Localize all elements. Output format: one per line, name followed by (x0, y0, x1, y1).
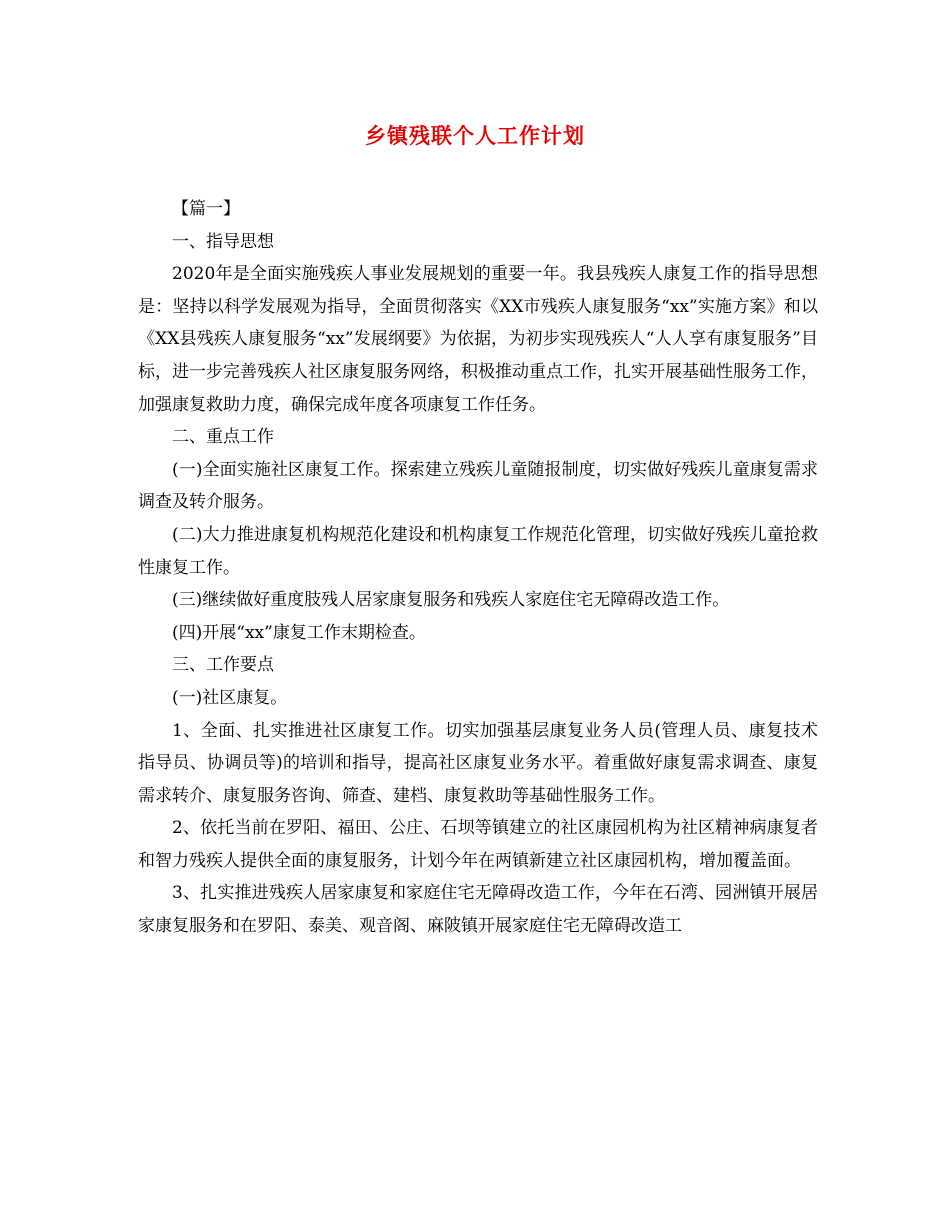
section-tag: 【篇一】 (172, 199, 240, 219)
work-point-3: 3、扎实推进残疾人居家康复和家庭住宅无障碍改造工作，今年在石湾、园洲镇开展居家康复服务和在罗阳、泰美、观音阁、麻陂镇开展家庭住宅无障碍改造工 (138, 883, 818, 937)
paragraph-guiding-ideology: 2020年是全面实施残疾人事业发展规划的重要一年。我县残疾人康复工作的指导思想是：坚持以科学发展观为指导，全面贯彻落实《XX市残疾人康复服务“xx”实施方案》和以《XX县残疾人康复服务“xx”发展纲要》为依据，为初步实现残疾人“人人享有康复服务”目标，进一步完善残疾人社区康复服务网络，积极推动重点工作，扎实开展基础性服务工作，加强康复救助力度，确保完成年度各项康复工作任务。 (138, 264, 818, 415)
key-work-item-2: (二)大力推进康复机构规范化建设和机构康复工作规范化管理，切实做好残疾儿童抢救性康复工作。 (138, 524, 818, 578)
document-body (138, 193, 818, 943)
key-work-item-4: (四)开展“xx”康复工作末期检查。 (172, 622, 426, 643)
key-work-item-3: (三)继续做好重度肢残人居家康复服务和残疾人家庭住宅无障碍改造工作。 (172, 590, 730, 611)
heading-key-work: 二、重点工作 (172, 427, 274, 448)
work-point-1: 1、全面、扎实推进社区康复工作。切实加强基层康复业务人员(管理人员、康复技术指导员、协调员等)的培训和指导，提高社区康复业务水平。着重做好康复需求调查、康复需求转介、康复服务咨询、筛查、建档、康复救助等基础性服务工作。 (138, 720, 818, 806)
key-work-item-1: (一)全面实施社区康复工作。探索建立残疾儿童随报制度，切实做好残疾儿童康复需求调查及转介服务。 (138, 459, 818, 513)
subheading-community-rehab: (一)社区康复。 (172, 687, 288, 708)
document-title: 乡镇残联个人工作计划 (365, 123, 585, 148)
heading-work-points: 三、工作要点 (172, 655, 274, 676)
heading-guiding-ideology: 一、指导思想 (172, 231, 274, 252)
work-point-2: 2、依托当前在罗阳、福田、公庄、石坝等镇建立的社区康园机构为社区精神病康复者和智力残疾人提供全面的康复服务，计划今年在两镇新建立社区康园机构，增加覆盖面。 (138, 818, 818, 871)
